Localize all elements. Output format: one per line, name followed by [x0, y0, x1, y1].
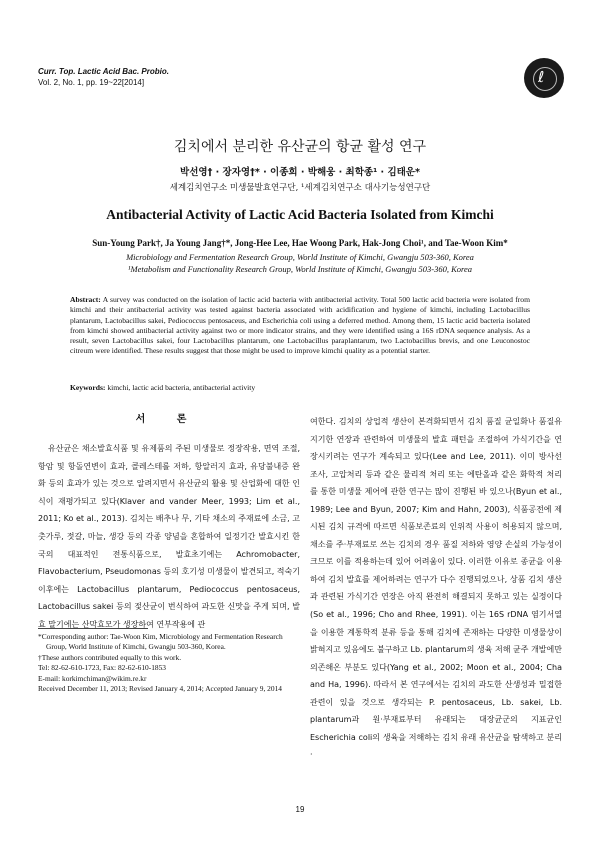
- affiliation-korean: 세계김치연구소 미생물발효연구단, ¹세계김치연구소 대사기능성연구단: [169, 183, 431, 193]
- seal-inner-ring: [533, 67, 557, 91]
- abstract: [70, 295, 530, 357]
- title-english: Antibacterial Activity of Lactic Acid Bacteria Isolated from Kimchi: [106, 207, 494, 222]
- footnote-email: E-mail: korkimchiman@wikim.re.kr: [38, 673, 147, 683]
- abstract-label: Abstract:: [70, 295, 101, 304]
- keywords: [70, 383, 255, 392]
- body-text-left: 유산균은 채소발효식품 및 유제품의 주된 미생물로 정장작용, 면역 조절, 항암 및 항돌연변이 효과, 콜레스테롤 저하, 항알러지 효과, 유당불내증 완화 등의 효과가 있는 것으로 알려지면서 유산균의 활용 및 산업화에 대한 인식이 재평가되고 있다(Klaver and vander Meer, 1993; Lim et al., 2011; Ko et al., 2013). 김치는 배추나 무, 기타 채소의 주재료에 소금, 고춧가루, 젓갈, 마늘, 생강 등의 각종 양념을 혼합하여 일정기간 발효시킨 한국의 대표적인 전통식품으로, 발효초기에는 Achromobacter, Flavobacterium, Pseudomonas 등의 호기성 미생물이 발견되고, 적숙기 이후에는 Lactobacillus plantarum, Pediococcus pentosaceus, Lactobacillus sakei 등의 젖산균이 번식하여 과도한 신맛을 주게 되며, 발효 말기에는 산막효모가 생장하여 연부작용에 관: [38, 444, 300, 629]
- keywords-text: kimchi, lactic acid bacteria, antibacterial activity: [107, 383, 256, 392]
- page-number: 19: [295, 805, 305, 814]
- footnote-equal-contribution: †These authors contributed equally to this work.: [38, 652, 182, 662]
- society-seal-logo: [524, 58, 564, 98]
- body-text-right: 여한다. 김치의 상업적 생산이 본격화되면서 김치 품질 균일화나 품질유지기한 연장과 관련하여 미생물의 발효 패턴을 조절하여 가식기간을 연장시키려는 연구가 계속되고 있다(Lee and Lee, 2011). 이미 방사선 조사, 고압처리 등과 같은 물리적 처리 또는 에탄올과 같은 화학적 처리를 통한 미생물 제어에 관한 연구는 많이 진행된 바 있으나(Byun et al., 1989; Lee and Byun, 2007; Kim and Hahn, 2003), 식품공전에 제시된 김치 규격에 따르면 식품보존료의 인위적 사용이 허용되지 않으며, 채소를 주·부재료로 쓰는 김치의 경우 품질 저하와 영양 손실의 가능성이 크므로 이를 적용하는데 있어 어려움이 있다. 이러한 이유로 종균을 이용하여 김치 발효를 제어하려는 연구가 다수 진행되었으나, 상품 김치 생산과 관련된 가식기간 연장은 아직 완전히 해결되지 못하고 있는 실정이다(So et al., 1996; Cho and Rhee, 1991). 이는 16S rDNA 염기서열을 이용한 계통학적 분류 등을 통해 김치에 존재하는 다양한 미생물상이 밝혀지고 있음에도 불구하고 Lb. plantarum의 생육 저해 균주 개발에만 의존해온 부분도 있다(Yang et al., 2002; Moon et al., 2004; Cha and Ha, 1996). 따라서 본 연구에서는 김치의 과도한 산생성과 밀접한 관련이 있을 것으로 생각되는 P. pentosaceus, Lb. sakei, Lb. plantarum과 원·부재료부터 유래되는 대장균군의 지표균인 Escherichia coli의 생육을 저해하는 김치 유래 유산균을 탐색하고 분리·: [310, 417, 562, 760]
- authors-english: Sun-Young Park†, Ja Young Jang†*, Jong-Hee Lee, Hae Woong Park, Hak-Jong Choi¹, and Tae-Woon Kim*: [92, 238, 508, 248]
- footnote-dates: Received December 11, 2013; Revised January 4, 2014; Accepted January 9, 2014: [38, 684, 282, 694]
- title-korean: 김치에서 분리한 유산균의 항균 활성 연구: [173, 139, 427, 155]
- footnote-tel: Tel: 82-62-610-1723, Fax: 82-62-610-1853: [38, 663, 166, 673]
- footnote-corresponding: *Corresponding author: Tae-Woon Kim, Microbiology and Fermentation Research Group, World Institute of Kimchi, Gwangju 503-360, Korea.: [38, 632, 283, 652]
- keywords-label: Keywords:: [70, 383, 106, 392]
- abstract-text: A survey was conducted on the isolation of lactic acid bacteria with antibacterial activity. Total 500 lactic acid bacteria were isolated from kimchi and their antibacterial activity was tested against bacteria associated with acidification and hygiene of kimchi, including Lactobacillus plantarum, Lactobacillus sakei, Pediococcus pentosaceus, and Escherichia coli using a deferred method. Among them, 15 lactic acid bacteria isolated from kimchi showed antibacterial activity against two or more indicator strains, and they were identified using a 16S rDNA sequence analysis. As a result, seven Lactobacillus sakei, four Lactobacillus plantarum, one Lactobacillus paraplantarum, two Lactobacillus brevis, and one Leuconostoc citreum were identified. These results suggest that those might be used to improve kimchi quality as a potential starter.: [70, 295, 530, 356]
- section-heading: 서 론: [135, 414, 201, 425]
- affiliation-english-2: ¹Metabolism and Functionality Research Group, World Institute of Kimchi, Gwangju 503-360, Korea: [127, 264, 473, 274]
- seal-mark-icon: ℓ: [538, 68, 545, 86]
- journal-name: Curr. Top. Lactic Acid Bac. Probio.: [38, 67, 169, 76]
- affiliation-english-1: Microbiology and Fermentation Research Group, World Institute of Kimchi, Gwangju 503-360, Korea: [126, 252, 474, 262]
- journal-header: [38, 66, 169, 88]
- journal-issue: Vol. 2, No. 1, pp. 19~22[2014]: [38, 78, 145, 87]
- authors-korean: 박선영† · 장자영†* · 이종희 · 박해웅 · 최학종¹ · 김태운*: [180, 167, 420, 178]
- footnote-divider: [38, 628, 148, 629]
- footnotes: [38, 632, 300, 694]
